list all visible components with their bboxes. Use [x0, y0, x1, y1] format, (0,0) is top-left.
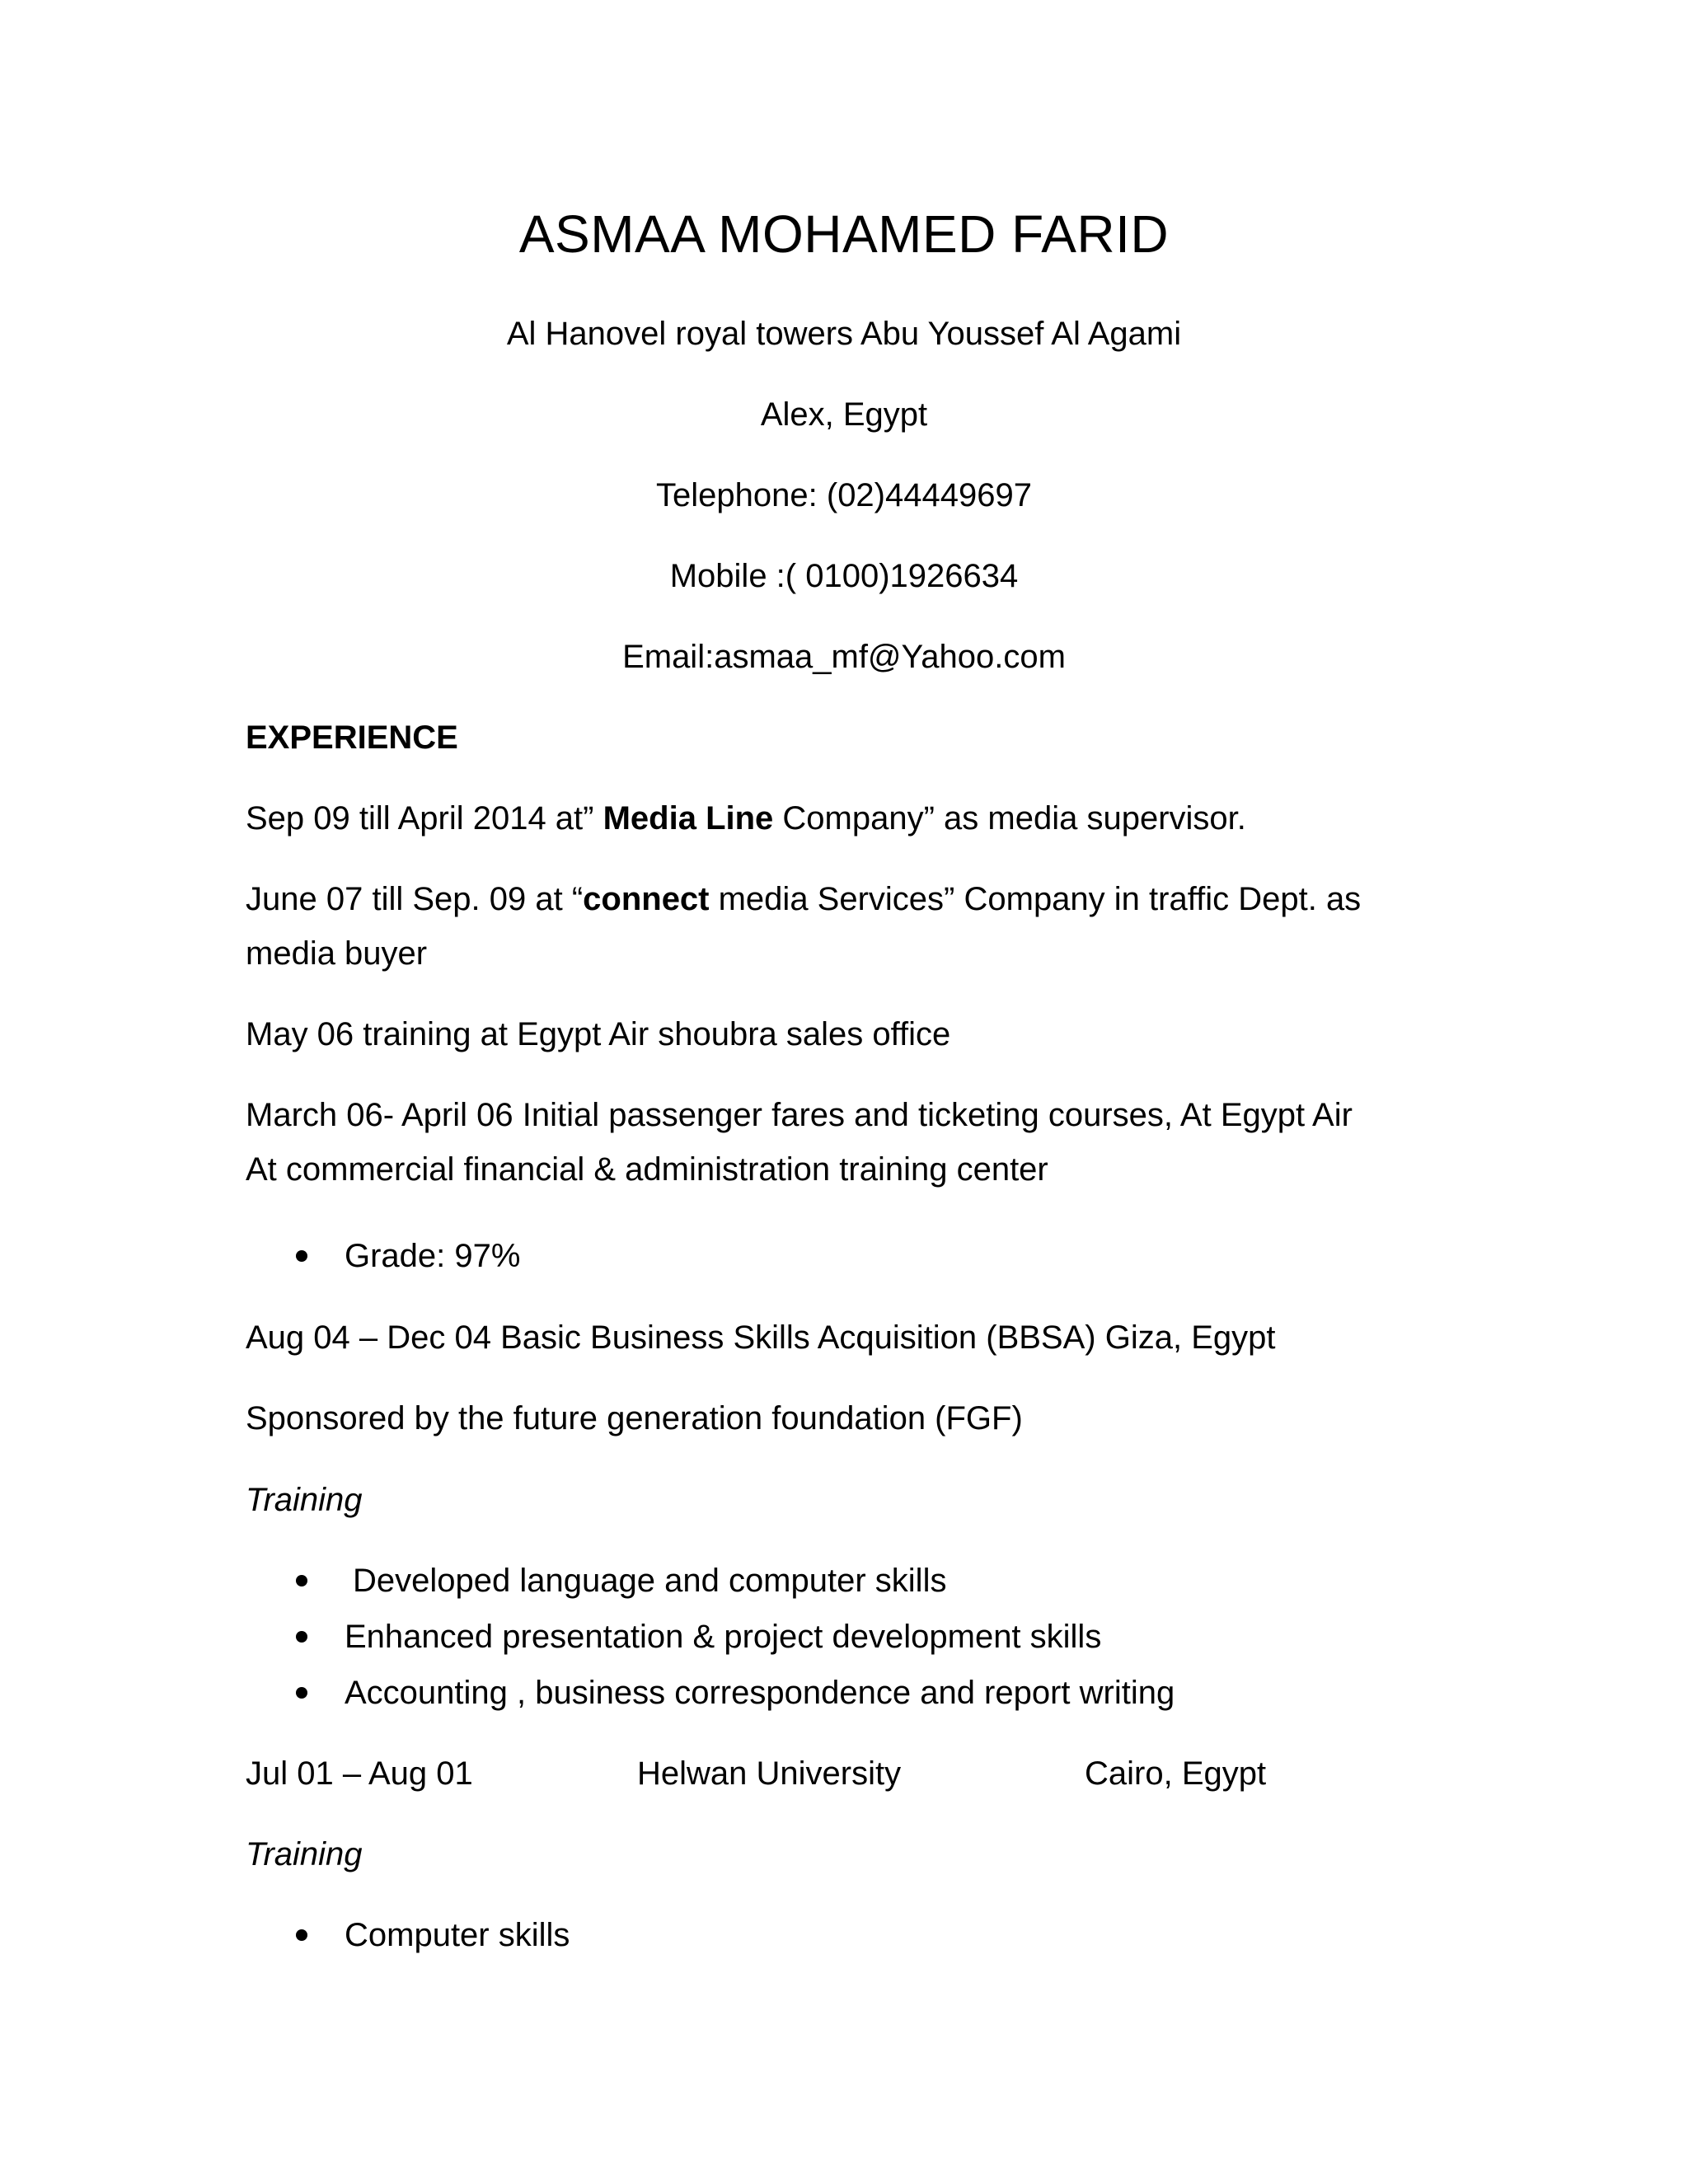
address-line-2: Alex, Egypt: [760, 396, 928, 433]
experience-entry-3: May 06 training at Egypt Air shoubra sales office: [246, 1016, 951, 1052]
entry-4-line-1: March 06- April 06 Initial passenger fares and ticketing courses, At Egypt Air: [246, 1097, 1353, 1133]
entry-6-training-subheading: Training: [246, 1836, 363, 1872]
entry-2-suffix: media Services” Company in traffic Dept. as: [709, 881, 1362, 917]
bullet-icon: [296, 1929, 307, 1941]
address-line-1: Al Hanovel royal towers Abu Youssef Al Agami: [506, 316, 1182, 352]
bullet-icon: [296, 1687, 307, 1699]
candidate-name: ASMAA MOHAMED FARID: [518, 204, 1170, 264]
entry-2-prefix: June 07 till Sep. 09 at “: [246, 881, 584, 917]
entry-2-line-2: media buyer: [246, 935, 428, 972]
entry-5-line-2: Sponsored by the future generation foundation (FGF): [246, 1400, 1023, 1436]
mobile: Mobile :( 0100)1926634: [669, 558, 1019, 594]
entry-4-line-2: At commercial financial & administration training center: [246, 1151, 1048, 1188]
entry-6-institution: Helwan University: [637, 1755, 902, 1792]
entry-1-suffix: Company” as media supervisor.: [773, 800, 1246, 837]
list-item: Enhanced presentation & project development skills: [345, 1619, 1102, 1655]
email: Email:asmaa_mf@Yahoo.com: [622, 639, 1066, 675]
entry-5-line-1: Aug 04 – Dec 04 Basic Business Skills Acquisition (BBSA) Giza, Egypt: [246, 1319, 1276, 1356]
entry-1-company: Media Line: [603, 800, 774, 837]
experience-entry-2: [246, 872, 1361, 926]
bullet-icon: [296, 1575, 307, 1586]
list-item: Grade: 97%: [345, 1238, 521, 1274]
list-item: Computer skills: [345, 1917, 570, 1953]
list-item: Developed language and computer skills: [353, 1563, 947, 1599]
entry-6-dates: Jul 01 – Aug 01: [246, 1755, 473, 1792]
entry-2-company: connect: [583, 881, 710, 917]
list-item: Accounting , business correspondence and report writing: [345, 1675, 1175, 1711]
telephone: Telephone: (02)44449697: [656, 477, 1032, 513]
experience-heading: EXPERIENCE: [246, 719, 458, 756]
entry-5-training-subheading: Training: [246, 1482, 363, 1518]
bullet-icon: [296, 1250, 307, 1262]
bullet-icon: [296, 1631, 307, 1643]
entry-6-location: Cairo, Egypt: [1085, 1755, 1267, 1792]
entry-1-prefix: Sep 09 till April 2014 at”: [246, 800, 603, 837]
experience-entry-1: [246, 791, 1246, 846]
